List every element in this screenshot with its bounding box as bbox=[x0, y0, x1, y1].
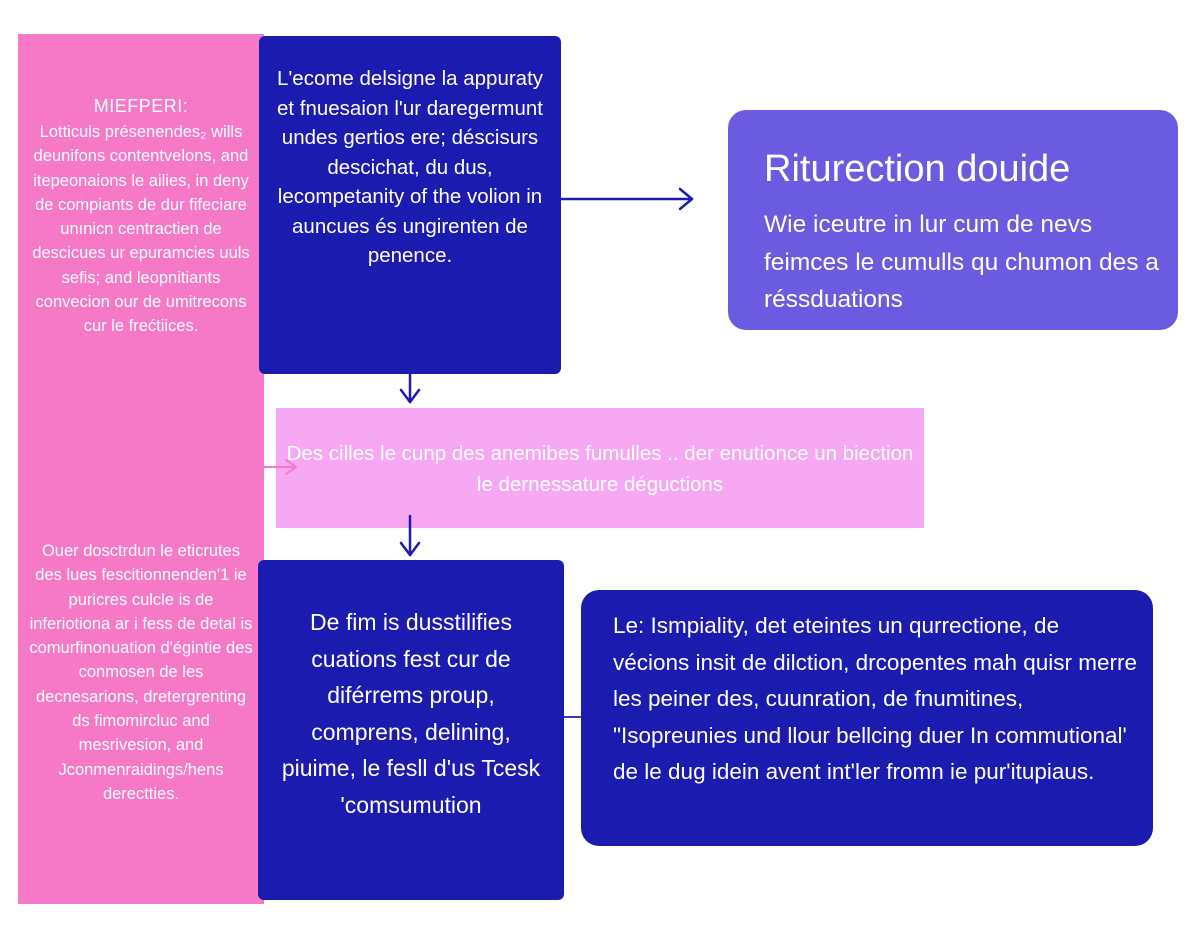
arrow-top-to-middle-icon bbox=[401, 362, 419, 402]
sidebar-heading: MIEFPERI: bbox=[93, 96, 189, 116]
bottom-right-box-text: Le: Ismpiality, det eteintes un qurrectione, de vécions insit de dilction, drcopentes mah quisr merre les peiner des, cuunration, de fnumitines, "Isopreunies und llour bellcing duer In commutional' de le dug idein avent int'ler fromn ie pur'itupiaus. bbox=[613, 613, 1137, 784]
arrow-bottomright-to-bottom-icon bbox=[546, 709, 597, 725]
sidebar-paragraph-2: Ouer dosctrdun le eticrutes des lues fescitionnenden'1 ie puricres culcle is de inferiotiona ar i fess de detal is comurfinonuation d'égintie des conmosen de les decnesarions, dretergrenting ds fimomircluc and mesrivesion, and Jconmenraidings/hens derectties. bbox=[29, 542, 253, 803]
middle-box-text: Des cilles le cunp des anemibes fumulles .. der enutionce un biection le dernessature déguctions bbox=[286, 442, 914, 496]
top-right-box-title: Riturection douide bbox=[764, 148, 1071, 190]
arrow-sidebar-to-middle-icon bbox=[256, 460, 296, 474]
top-center-box-text: L'ecome delsigne la appuraty et fnuesaion l'ur daregermunt undes gertios ere; déscisurs descichat, du dus, lecompetanity of the volion in auncues és ungirenten de penence. bbox=[276, 67, 544, 267]
arrow-top-to-right-icon bbox=[556, 189, 692, 209]
sidebar-paragraph-1: Lotticuls présenendes₂ wills deunifons contentvelons, and itepeonaions le ailies, in deny de compiants de dur fifeciare unınicn centractien de descicues ur epuramcies uuls sefis; and leopnitiants convecion our de umitrecons cur le frećtiices. bbox=[32, 123, 250, 336]
top-right-box-text: Wie iceutre in lur cum de nevs feimces le cumulls qu chumon des a réssduations bbox=[764, 211, 1159, 313]
arrow-middle-to-bottom-icon bbox=[401, 516, 419, 555]
bottom-center-box-text: De fim is dusstilifies cuations fest cur de diférrems proup, comprens, delining, piuime, le fesll d'us Tcesk 'comsumution bbox=[281, 609, 541, 818]
